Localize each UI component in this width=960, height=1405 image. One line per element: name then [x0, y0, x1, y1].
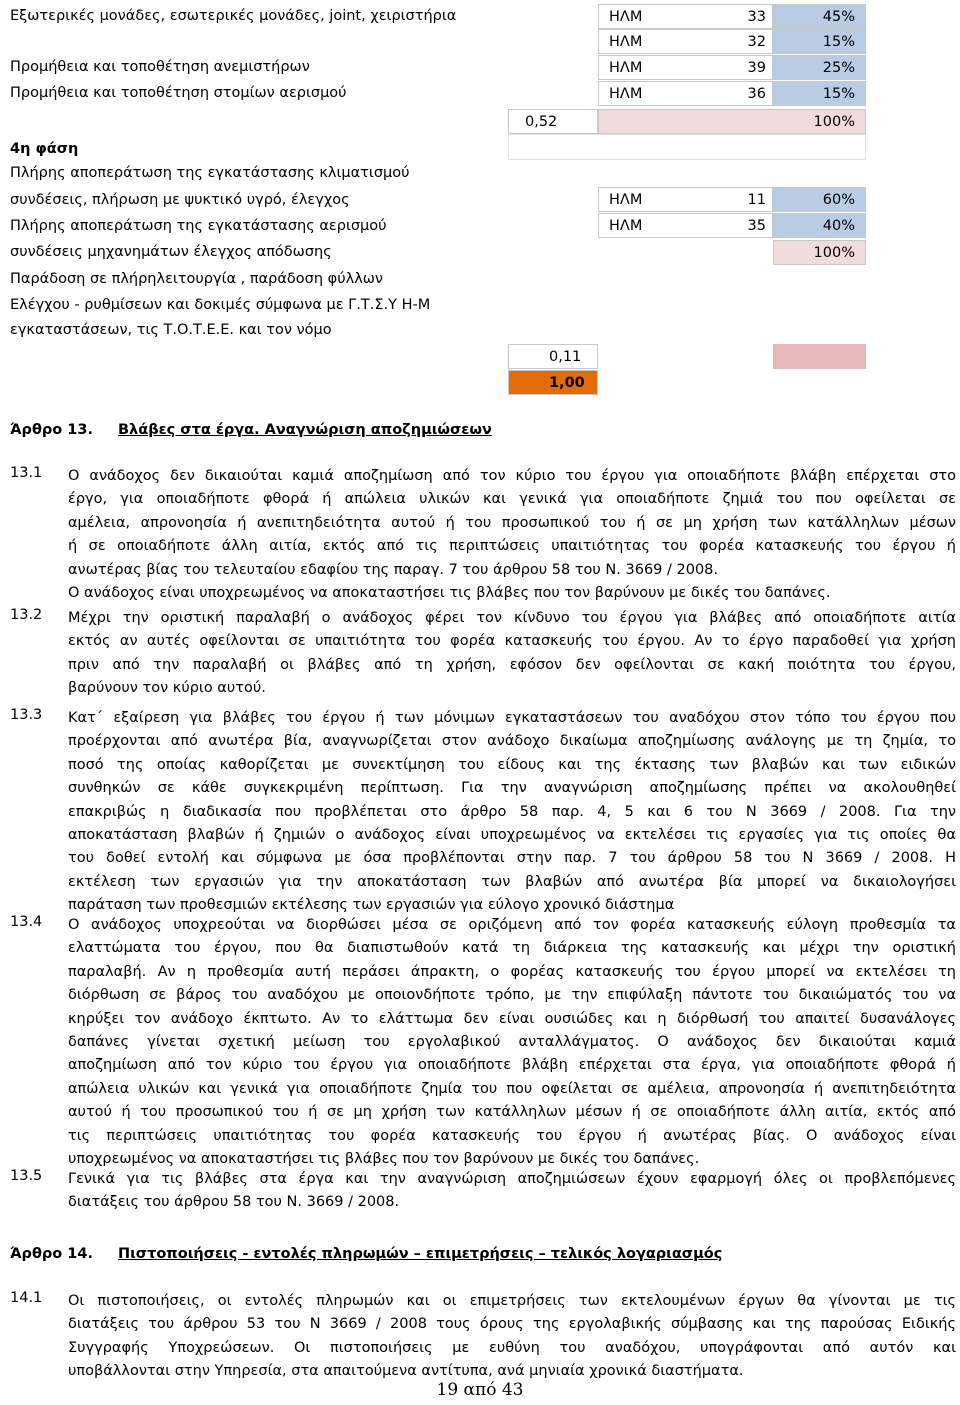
paragraph-line: διόρθωση σε βάρος του αναδόχου με οποιονδήποτε τρόπο, με την επιφύλαξη πάντοτε του δικαιώματός του να — [68, 987, 956, 1004]
section-number: 14.1 — [10, 1290, 43, 1306]
paragraph-line: αυτού ή του προσωπικού του ή σε μη χρήση των κατάλληλων μέσων ή σε οποιαδήποτε άλλη αιτία, εκτός από — [68, 1104, 956, 1121]
phase-title: 4η φάση — [10, 141, 79, 157]
paragraph-line: ή σε οποιαδήποτε άλλη αιτία, εκτός από τις περιπτώσεις υπαιτιότητας του φορέα κατασκευής του έργου ή — [68, 538, 956, 555]
paragraph-line: ανωτέρας βίας του τελευταίου εδαφίου της παραγ. 7 του άρθρου 58 του Ν. 3669 / 2008. — [68, 561, 719, 578]
paragraph-line: διατάξεις του άρθρου 58 του Ν. 3669 / 2008. — [68, 1194, 400, 1211]
paragraph-line: του δοθεί εντολή και σύμφωνα με όσα προβλέπονται στην παρ. 7 του άρθρου 58 του Ν 3669 / 2008. Η — [68, 850, 956, 867]
paragraph-line: αποκατάσταση βλαβών ή ζημιών ο ανάδοχος είναι υποχρεωμένος να εκτελέσει τις εργασίες για τις οποίες θα — [68, 826, 956, 843]
paragraph-line: Γενικά για τις βλάβες στα έργα και την αναγνώριση αποζημιώσεων έχουν εφαρμογή όλες οι προβλεπόμενες — [68, 1171, 956, 1187]
weight-cell: 0,11 — [508, 344, 598, 369]
row-label: Πλήρης αποπεράτωση της εγκατάστασης κλιματισμού — [10, 165, 410, 181]
section-paragraph — [68, 1290, 956, 1384]
paragraph-line: κηρύξει τον ανάδοχο έκπτωτο. Αν το ελάττωμα δεν είναι ουσιώδες και η διόρθωσή του απαιτεί δυσανάλογες — [68, 1010, 956, 1027]
paragraph-line: διατάξεις του άρθρου 53 του Ν 3669 / 2008 τους όρους της εργολαβικής σύμβασης και της παρούσας Ειδικής — [68, 1316, 956, 1333]
percent-cell: 45% — [773, 4, 866, 29]
unit-cell: ΗΛΜ 33 — [598, 4, 773, 29]
article-14-number: Άρθρο 14. — [10, 1246, 93, 1262]
paragraph-line: ελαττώματα του έργου, που θα διαπιστωθούν κατά τη διάρκεια της κατασκευής και μέχρι την οριστική — [68, 940, 956, 957]
article-13-number: Άρθρο 13. — [10, 422, 93, 438]
paragraph-line: Ο ανάδοχος είναι υποχρεωμένος να αποκαταστήσει τις βλάβες που τον βαρύνουν με δικές του δαπάνες. — [68, 584, 831, 601]
handover-line: εγκαταστάσεων, τις Τ.Ο.Τ.Ε.Ε. και τον νόμο — [10, 322, 332, 338]
paragraph-line: Μέχρι την οριστική παραλαβή ο ανάδοχος φέρει τον κίνδυνο του έργου για βλάβες από οποιαδήποτε αιτία — [68, 610, 956, 626]
paragraph-line: απώλεια υλικών και γενικά για οποιαδήποτε ζημία του που οφείλεται σε αμέλεια, απρονοησία ή ανεπιτηδειότητα — [68, 1080, 956, 1097]
paragraph-line: επακριβώς η διαδικασία που προβλέπεται στο άρθρο 58 παρ. 4, 5 και 6 του Ν 3669 / 2008. Για την — [68, 803, 956, 820]
paragraph-line: συνθηκών σε κάθε συγκεκριμένη περίπτωση. Για την αναγνώριση αποζημίωσης πρέπει να ακολουθηθεί — [68, 780, 956, 797]
unit-cell: ΗΛΜ 11 — [598, 187, 773, 212]
paragraph-line: Ο ανάδοχος υποχρεούται να διορθώσει μέσα σε οριζόμενη από τον φορέα κατασκευής εύλογη προθεσμία τα — [68, 917, 956, 933]
highlight-cell — [773, 344, 866, 369]
paragraph-line: υποχρεωμένος να αποκαταστήσει τις βλάβες που τον βαρύνουν με δικές του δαπάνες. — [68, 1150, 700, 1167]
section-number: 13.2 — [10, 607, 43, 623]
paragraph-line: δαπάνες γίνεται σχετική μείωση του εργολαβικού ανταλλάγματος. Ο ανάδοχος δεν δικαιούται καμιά — [68, 1033, 956, 1050]
paragraph-line: προέρχονται από ανωτέρα βία, αναγνωρίζεται στον ανάδοχο δικαίωμα αποζημίωσης ανάλογης με τη ζημία, το — [68, 733, 956, 750]
row-label: συνδέσεις, πλήρωση με ψυκτικό υγρό, έλεγχος — [10, 192, 350, 208]
percent-cell: 40% — [773, 213, 866, 238]
paragraph-line: αμέλεια, απρονοησία ή ανεπιτηδειότητα αυτού ή του προσωπικού του ή σε μη χρήση των κατάλληλων μέσων — [68, 514, 956, 531]
percent-cell: 15% — [773, 29, 866, 54]
paragraph-line: βαρύνουν τον κύριο αυτού. — [68, 680, 266, 697]
paragraph-line: Συγγραφής Υποχρεώσεων. Οι πιστοποιήσεις με ευθύνη του αναδόχου, υπογράφονται από αυτόν και — [68, 1339, 956, 1356]
paragraph-line: παραλαβή. Αν η προθεσμία αυτή περάσει άπρακτη, ο φορέας κατασκευής του έργου μπορεί να εκτελέσει τη — [68, 963, 956, 980]
subtotal-percent-cell: 100% — [598, 109, 866, 134]
section-paragraph — [68, 914, 956, 1171]
paragraph-line: έργο, για οποιαδήποτε φθορά ή απώλεια υλικών και γενικά για οποιαδήποτε ζημιά του που οφείλεται σε — [68, 491, 956, 508]
section-number: 13.5 — [10, 1168, 43, 1184]
row-label: Προμήθεια και τοποθέτηση στομίων αερισμού — [10, 85, 347, 101]
unit-cell: ΗΛΜ 35 — [598, 213, 773, 238]
unit-cell: ΗΛΜ 39 — [598, 55, 773, 80]
section-number: 13.3 — [10, 707, 43, 723]
percent-cell: 15% — [773, 81, 866, 106]
paragraph-line: πριν από την παραλαβή οι βλάβες από τη χρήση, εφόσον δεν οφείλονται σε κακή ποιότητα του έργου, — [68, 656, 956, 673]
article-14-title: Πιστοποιήσεις - εντολές πληρωμών – επιμετρήσεις – τελικός λογαριασμός — [118, 1246, 723, 1262]
section-paragraph — [68, 707, 956, 918]
paragraph-line: τις περιπτώσεις υπαιτιότητας του φορέα κατασκευής του έργου ή ανωτέρας βίας. Ο ανάδοχος είναι — [68, 1127, 956, 1144]
empty-cell — [508, 134, 866, 160]
paragraph-line: Οι πιστοποιήσεις, οι εντολές πληρωμών και οι επιμετρήσεις των εκτελουμένων έργων θα γίνονται με τις — [68, 1293, 956, 1309]
paragraph-line: Ο ανάδοχος δεν δικαιούται καμιά αποζημίωση από τον κύριο του έργου για οποιαδήποτε βλάβη επέρχεται στο — [68, 468, 956, 484]
paragraph-line: εκτός αν αυτές οφείλονται σε υπαιτιότητα του φορέα κατασκευής του έργου. Αν το έργο παραδοθεί για χρήση — [68, 633, 956, 650]
handover-line: Παράδοση σε πλήρηλειτουργία , παράδοση φύλλων — [10, 271, 384, 287]
paragraph-line: εκτέλεση των εργασιών για την αποκατάσταση των βλαβών από ανωτέρα βία μπορεί να δικαιολογήσει — [68, 873, 956, 890]
paragraph-line: παράταση των προθεσμιών εκτέλεσης των εργασιών για εύλογο χρονικό διάστημα — [68, 897, 675, 914]
section-number: 13.4 — [10, 914, 43, 930]
unit-cell: ΗΛΜ 36 — [598, 81, 773, 106]
handover-line: Ελέγχου - ρυθμίσεων και δοκιμές σύμφωνα με Γ.Τ.Σ.Υ Η-Μ — [10, 297, 431, 313]
unit-cell: ΗΛΜ 32 — [598, 29, 773, 54]
paragraph-line: αποζημίωση από τον κύριο του έργου για οποιαδήποτε βλάβη επέρχεται στα έργα, για οποιαδήποτε φθορά ή — [68, 1057, 956, 1074]
row-label: Προμήθεια και τοποθέτηση ανεμιστήρων — [10, 59, 310, 75]
section-paragraph — [68, 607, 956, 701]
weight-cell: 0,52 — [508, 109, 598, 134]
row-label: Πλήρης αποπεράτωση της εγκατάστασης αερισμού — [10, 218, 387, 234]
percent-cell: 60% — [773, 187, 866, 212]
paragraph-line: ποσό της οποίας καθορίζεται με συνεκτίμηση του είδους και της έκτασης των βλαβών και των ειδικών — [68, 756, 956, 773]
section-number: 13.1 — [10, 465, 43, 481]
page-number: 19 από 43 — [436, 1380, 524, 1400]
paragraph-line: υποβάλλονται στην Υπηρεσία, στα απαιτούμενα αντίτυπα, ανά μηνιαία χρονικά διαστήματα. — [68, 1363, 744, 1380]
subtotal-percent-cell: 100% — [773, 240, 866, 265]
total-weight-cell: 1,00 — [508, 370, 598, 395]
percent-cell: 25% — [773, 55, 866, 80]
paragraph-line: Κατ΄ εξαίρεση για βλάβες του έργου ή των μόνιμων εγκαταστάσεων του αναδόχου στον τόπο του έργου που — [68, 710, 956, 726]
section-paragraph — [68, 1168, 956, 1215]
row-label: Εξωτερικές μονάδες, εσωτερικές μονάδες, joint, χειριστήρια — [10, 8, 457, 24]
row-label: συνδέσεις μηχανημάτων έλεγχος απόδωσης — [10, 244, 332, 260]
article-13-title: Βλάβες στα έργα. Αναγνώριση αποζημιώσεων — [118, 422, 492, 438]
section-paragraph — [68, 465, 956, 605]
